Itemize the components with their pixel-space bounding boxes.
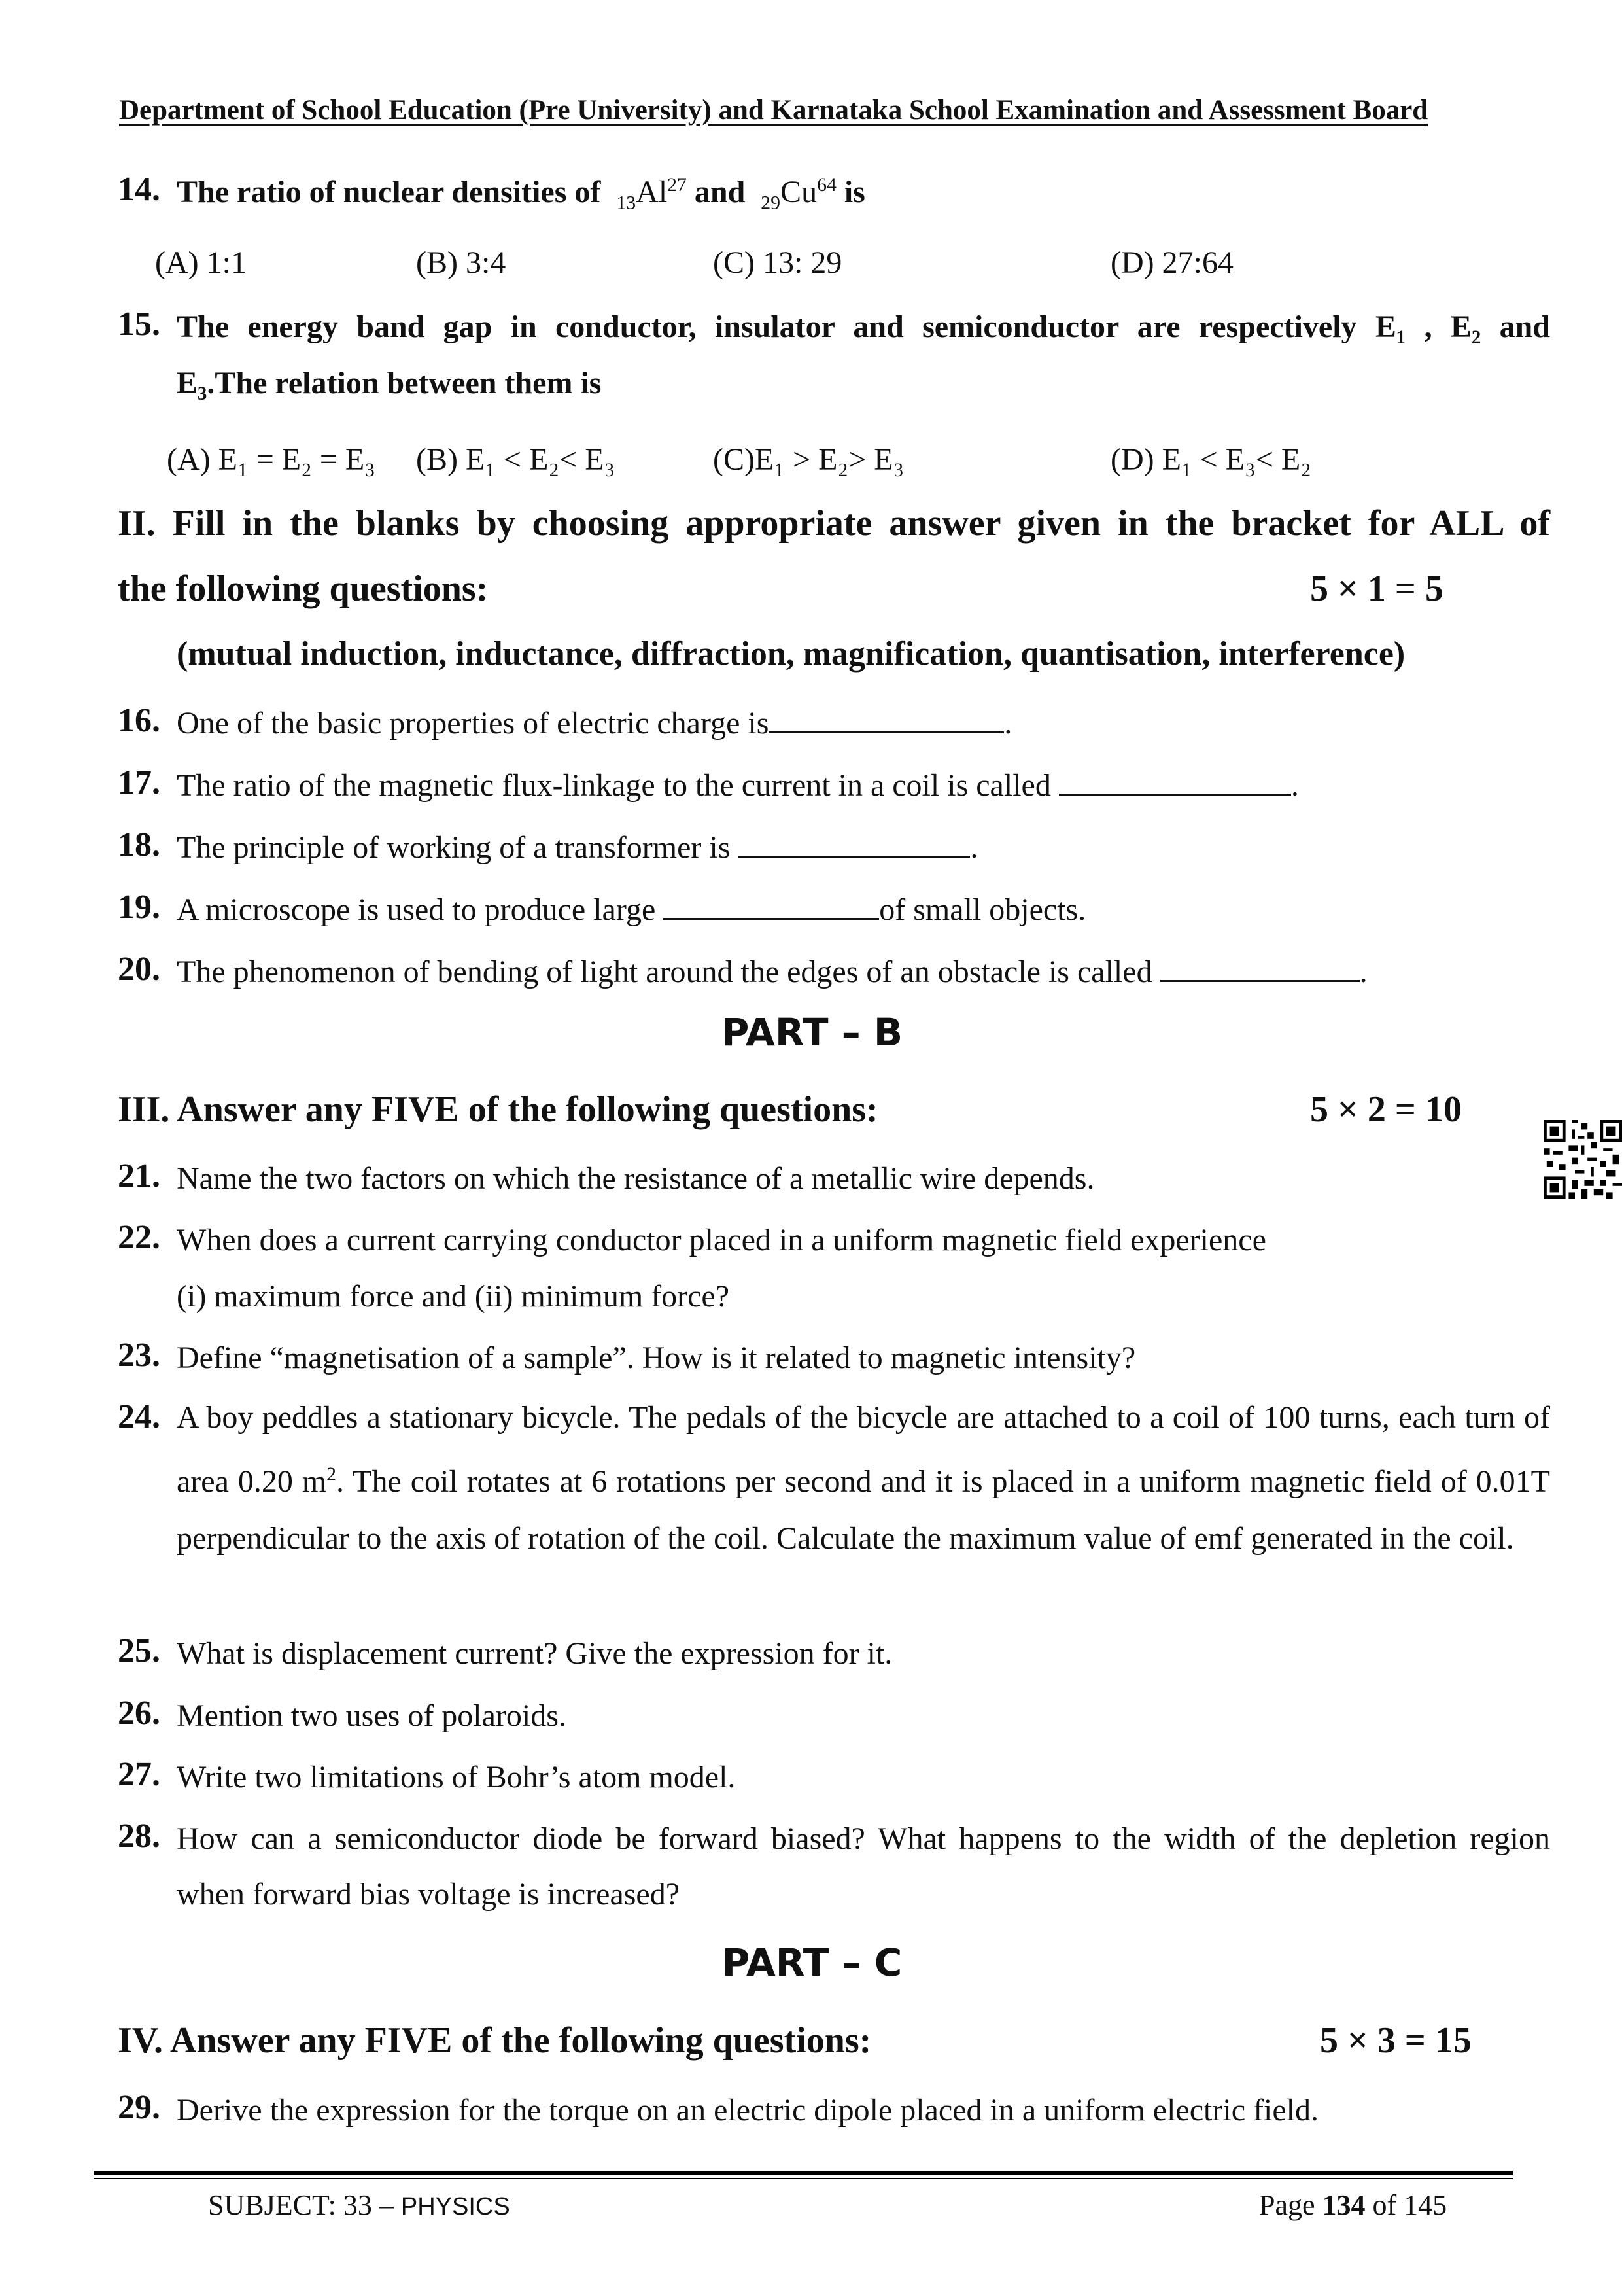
al-symbol: Al — [636, 175, 668, 209]
q17-text-after: . — [1290, 768, 1299, 803]
section-iv-heading: IV. Answer any FIVE of the following questions: — [118, 2020, 872, 2061]
question-number-19: 19. — [118, 888, 160, 926]
q17-blank — [1059, 770, 1291, 796]
question-23-text: Define “magnetisation of a sample”. How is it related to magnetic intensity? — [177, 1340, 1136, 1375]
footer-current-page: 134 — [1322, 2189, 1366, 2221]
question-number-18: 18. — [118, 826, 160, 864]
question-number-15: 15. — [118, 306, 160, 343]
q14-text-before: The ratio of nuclear densities of — [177, 175, 601, 209]
question-number-22: 22. — [118, 1219, 160, 1256]
question-21-text: Name the two factors on which the resistance of a metallic wire depends. — [177, 1161, 1095, 1196]
q15-option-a: (A) E₁ = E₂ = E₃ — [167, 442, 375, 477]
question-number-21: 21. — [118, 1157, 160, 1195]
footer-total-pages: of 145 — [1365, 2189, 1447, 2221]
section-iii-heading: III. Answer any FIVE of the following questions: — [118, 1089, 878, 1130]
part-c-title: PART – C — [721, 1940, 903, 1985]
question-26-text: Mention two uses of polaroids. — [177, 1698, 566, 1733]
question-number-29: 29. — [118, 2089, 160, 2126]
q20-blank — [1160, 956, 1360, 982]
q16-blank — [769, 708, 1004, 733]
question-25-text: What is displacement current? Give the expression for it. — [177, 1636, 893, 1671]
question-15-line-1: The energy band gap in conductor, insulator and semiconductor are respectively E₁ , E₂ and — [177, 309, 1550, 344]
question-27-text: Write two limitations of Bohr’s atom model. — [177, 1760, 736, 1795]
question-28-line-1: How can a semiconductor diode be forward biased? What happens to the width of the depletion region — [177, 1821, 1550, 1856]
q18-text: The principle of working of a transformer is — [177, 830, 738, 865]
q14-option-d: (D) 27:64 — [1111, 245, 1234, 280]
cu-mass-number: 64 — [817, 174, 837, 196]
question-28-line-2: when forward bias voltage is increased? — [177, 1877, 680, 1912]
question-number-20: 20. — [118, 951, 160, 988]
al-mass-number: 27 — [667, 174, 687, 196]
part-b-title: PART – B — [721, 1010, 903, 1055]
footer-rule-thin — [94, 2178, 1513, 2179]
question-22-line-1: When does a current carrying conductor placed in a uniform magnetic field experience — [177, 1223, 1266, 1257]
section-iv-marks: 5 × 3 = 15 — [1320, 2020, 1472, 2061]
q19-blank — [663, 894, 879, 920]
question-17-text — [177, 767, 1299, 803]
page-header: Department of School Education (Pre University) and Karnataka School Examination and Assessment Board — [119, 95, 1428, 126]
q14-option-a: (A) 1:1 — [155, 245, 247, 280]
question-22-line-2: (i) maximum force and (ii) minimum force? — [177, 1279, 730, 1314]
question-24-text — [177, 1389, 1550, 1567]
question-15-line-2: E₃.The relation between them is — [177, 366, 602, 400]
q24-text-part-1: A boy peddles a stationary bicycle. The pedals of the bicycle are attached to a coil of 100 turns, each turn of area 0.20 m — [177, 1400, 1550, 1499]
q14-option-b: (B) 3:4 — [416, 245, 506, 280]
question-number-17: 17. — [118, 764, 160, 801]
qr-code-icon — [1544, 1120, 1622, 1199]
question-19-text — [177, 892, 1086, 928]
q15-option-c: (C)E₁ > E₂> E₃ — [713, 442, 905, 477]
q14-text-after: is — [844, 175, 865, 209]
question-number-27: 27. — [118, 1756, 160, 1793]
question-20-text — [177, 954, 1368, 990]
question-14-text — [177, 174, 865, 215]
q14-joiner: and — [694, 175, 746, 209]
footer-rule-thick — [94, 2171, 1513, 2175]
footer-subject — [208, 2188, 510, 2222]
q15-option-d: (D) E₁ < E₃< E₂ — [1111, 442, 1311, 477]
question-16-text — [177, 705, 1012, 741]
question-number-28: 28. — [118, 1817, 160, 1855]
section-ii-heading-line-1: II. Fill in the blanks by choosing appropriate answer given in the bracket for ALL of — [118, 503, 1550, 544]
q24-text-part-2: . The coil rotates at 6 rotations per second and it is placed in a uniform magnetic field of 0.01T perpendicular to the axis of rotation of the coil. Calculate the maximum value of emf generated in the coil. — [177, 1464, 1550, 1556]
q14-option-c: (C) 13: 29 — [713, 245, 842, 280]
footer-subject-name: PHYSICS — [400, 2193, 510, 2220]
q17-text: The ratio of the magnetic flux-linkage to the current in a coil is called — [177, 768, 1059, 803]
q18-text-after: . — [970, 830, 978, 865]
q20-text-after: . — [1359, 955, 1368, 989]
section-ii-marks: 5 × 1 = 5 — [1310, 569, 1443, 609]
q18-blank — [738, 832, 970, 858]
question-number-24: 24. — [118, 1398, 160, 1435]
section-iii-marks: 5 × 2 = 10 — [1310, 1089, 1462, 1130]
question-number-26: 26. — [118, 1694, 160, 1732]
cu-symbol: Cu — [780, 175, 818, 209]
question-number-16: 16. — [118, 702, 160, 739]
cu-atomic-number: 29 — [761, 192, 781, 214]
al-atomic-number: 13 — [616, 192, 636, 214]
question-number-25: 25. — [118, 1632, 160, 1670]
question-number-14: 14. — [118, 171, 160, 208]
q16-text-after: . — [1004, 706, 1012, 741]
footer-page-number — [1259, 2188, 1447, 2222]
q24-superscript: 2 — [326, 1463, 337, 1485]
section-ii-heading-line-2: the following questions: — [118, 569, 489, 609]
q19-text-after: of small objects. — [879, 892, 1086, 927]
q19-text: A microscope is used to produce large — [177, 892, 664, 927]
section-ii-answer-choices: (mutual induction, inductance, diffraction, magnification, quantisation, interference) — [177, 635, 1406, 673]
question-29-text: Derive the expression for the torque on an electric dipole placed in a uniform electric field. — [177, 2093, 1319, 2128]
q15-option-b: (B) E₁ < E₂< E₃ — [416, 442, 615, 477]
question-18-text — [177, 830, 978, 866]
footer-subject-label: SUBJECT: 33 – — [208, 2189, 401, 2221]
question-number-23: 23. — [118, 1337, 160, 1374]
q16-text: One of the basic properties of electric charge is — [177, 706, 769, 741]
footer-page-label: Page — [1259, 2189, 1322, 2221]
q20-text: The phenomenon of bending of light around the edges of an obstacle is called — [177, 955, 1160, 989]
